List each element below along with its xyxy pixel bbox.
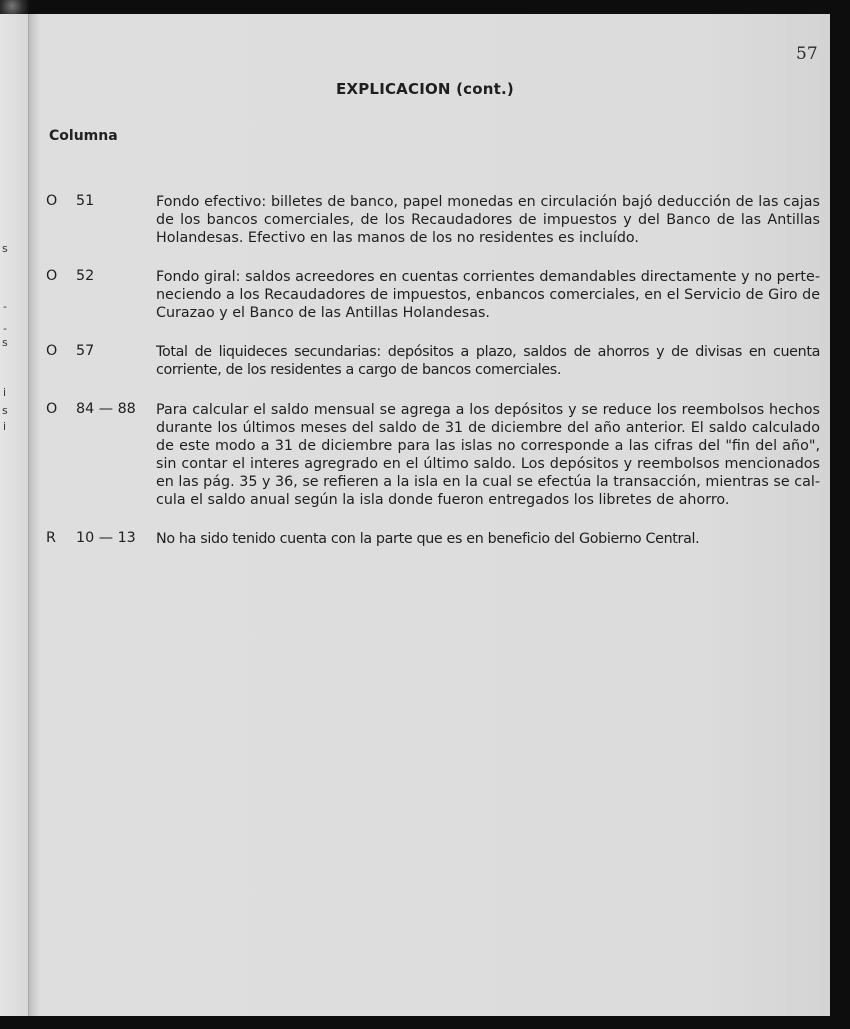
entry-prefix: O	[46, 401, 58, 417]
entry-line: Fondo efectivo: billetes de banco, papel monedas en circulación bajó deducción de las cajas	[156, 194, 820, 210]
entry-line: corriente, de los residentes a cargo de bancos comerciales.	[156, 362, 562, 378]
margin-mark: s	[2, 242, 8, 255]
entry-r-10-13	[46, 530, 820, 548]
entry-prefix: R	[46, 530, 56, 546]
entry-code	[46, 530, 156, 546]
margin-mark: s	[2, 404, 8, 417]
entry-line: Fondo giral: saldos acreedores en cuentas corrientes demandables directamente y no perte-	[156, 269, 820, 285]
entry-line: Holandesas. Efectivo en las manos de los no residentes es incluído.	[156, 230, 639, 246]
entry-columns: 10 — 13	[76, 530, 136, 546]
entry-line: No ha sido tenido cuenta con la parte que es en beneficio del Gobierno Central.	[156, 531, 700, 547]
entry-o-57	[46, 343, 820, 379]
entry-code	[46, 343, 156, 359]
margin-mark: -	[3, 322, 7, 335]
entry-line: de este modo a 31 de diciembre para las islas no corresponde a las cifras del "fin del año",	[156, 438, 820, 454]
previous-page-edge	[0, 14, 29, 1016]
entry-code	[46, 268, 156, 284]
entry-code	[46, 401, 156, 417]
entry-line: neciendo a los Recaudadores de impuestos, enbancos comerciales, en el Servicio de Giro de	[156, 287, 820, 303]
margin-mark: i	[3, 386, 7, 399]
entry-prefix: O	[46, 193, 58, 209]
entry-columns: 51	[76, 193, 95, 209]
entry-text	[156, 343, 820, 379]
entry-line: en las pág. 35 y 36, se refieren a la isla en la cual se efectúa la transacción, mientras se cal-	[156, 474, 820, 490]
entry-line: Curazao y el Banco de las Antillas Holandesas.	[156, 305, 490, 321]
margin-mark: -	[3, 300, 7, 313]
entry-line: cula el saldo anual según la isla donde fueron entregados los libretes de ahorro.	[156, 492, 730, 508]
entry-o-51	[46, 193, 820, 247]
column-heading: Columna	[49, 128, 118, 144]
entry-o-84-88	[46, 401, 820, 509]
margin-mark: i	[3, 420, 7, 433]
entry-text	[156, 268, 820, 322]
entry-text	[156, 401, 820, 509]
entry-line: sin contar el interes agregrado en el último saldo. Los depósitos y reembolsos mencionados	[156, 456, 820, 472]
entry-line: de los bancos comerciales, de los Recaudadores de impuestos y del Banco de las Antillas	[156, 212, 820, 228]
entry-columns: 84 — 88	[76, 401, 136, 417]
entry-line: Para calcular el saldo mensual se agrega a los depósitos y se reduce los reembolsos hechos	[156, 402, 820, 418]
document-page	[0, 14, 830, 1016]
entry-columns: 52	[76, 268, 95, 284]
entry-prefix: O	[46, 268, 58, 284]
page-title: EXPLICACION (cont.)	[336, 80, 514, 98]
page-number: 57	[796, 44, 818, 64]
entry-line: durante los últimos meses del saldo de 31 de diciembre del año anterior. El saldo calculado	[156, 420, 820, 436]
entry-text	[156, 193, 820, 247]
entry-prefix: O	[46, 343, 58, 359]
margin-mark: s	[2, 336, 8, 349]
scan-corner-artifact	[0, 0, 40, 14]
entry-text	[156, 530, 820, 548]
entry-code	[46, 193, 156, 209]
entry-line: Total de liquideces secundarias: depósitos a plazo, saldos de ahorros y de divisas en cuenta	[156, 344, 820, 360]
entry-columns: 57	[76, 343, 95, 359]
entry-o-52	[46, 268, 820, 322]
